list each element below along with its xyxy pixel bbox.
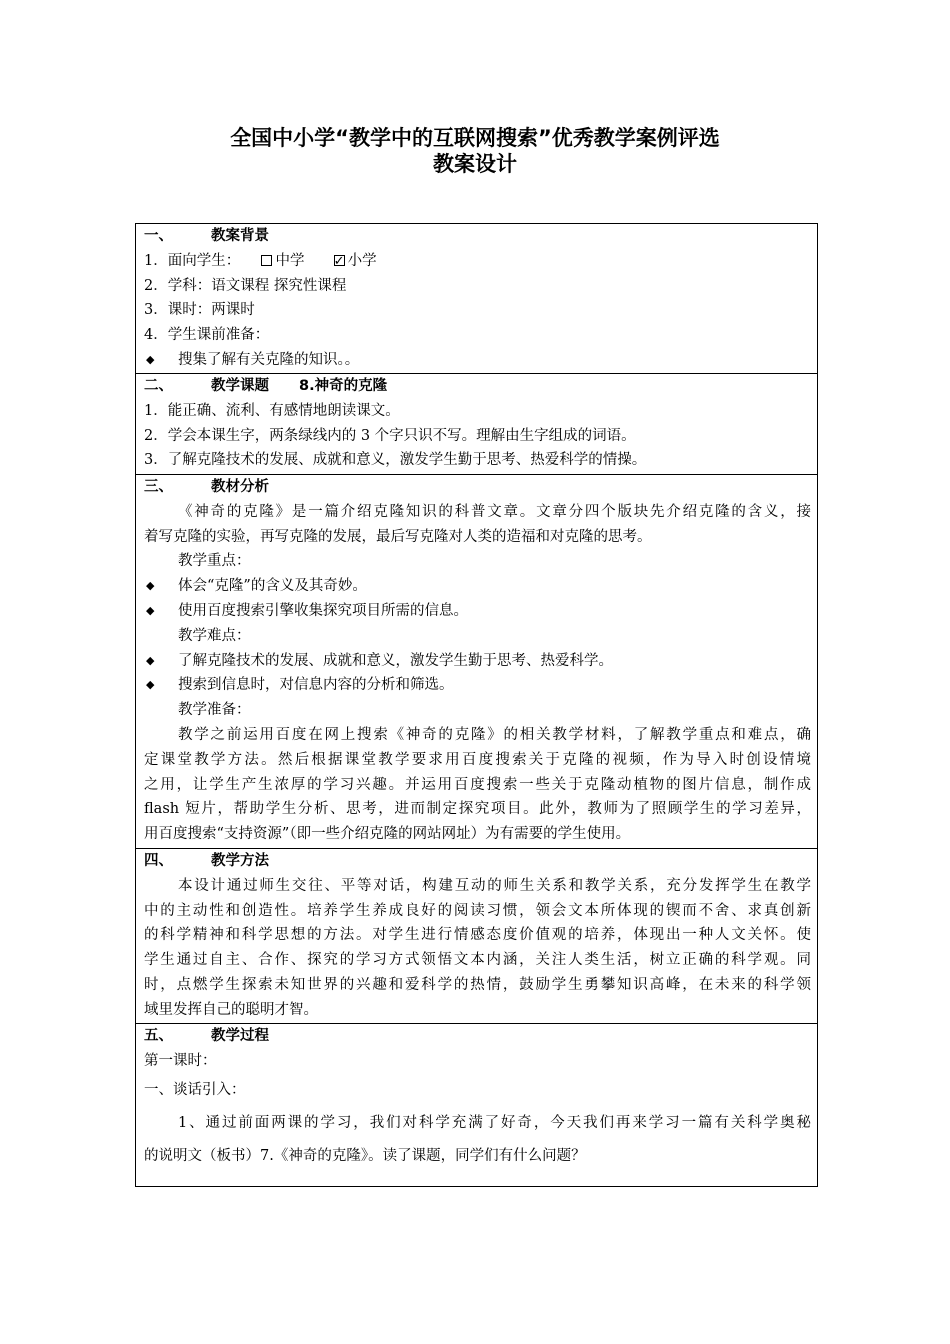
paragraph-line: flash 短片，帮助学生分析、思考，进而制定探究项目。此外，教师为了照顾学生的学习差异，: [144, 801, 811, 818]
difficulties-label: 教学难点：: [178, 627, 251, 644]
objective-2: 2．学会本课生字，两条绿线内的 3 个字只识不写。理解由生字组成的词语。: [144, 427, 636, 444]
diamond-bullet-icon: ◆: [146, 352, 155, 366]
option-primary-school: 小学: [347, 252, 377, 269]
prep-row: 4．学生课前准备：: [144, 327, 270, 344]
preparation-label: 教学准备：: [178, 702, 251, 719]
diamond-bullet-icon: ◆: [146, 678, 155, 692]
section-heading: [136, 224, 817, 249]
section-background: [136, 224, 817, 374]
paragraph-line: 域里发挥自己的聪明才智。: [144, 1001, 318, 1018]
list-item: [136, 574, 817, 599]
section-title: 教学课题: [211, 378, 269, 394]
section-heading: [136, 374, 817, 399]
paragraph-line: 时，点燃学生探索未知世界的兴趣和爱科学的热情，鼓励学生勇攀知识高峰，在未来的科学领: [144, 976, 811, 993]
section-topic: [136, 374, 817, 475]
paragraph-line: 的说明文（板书）7.《神奇的克隆》。读了课题，同学们有什么问题？: [144, 1147, 586, 1164]
list-item-text: 体会“克隆”的含义及其奇妙。: [178, 578, 367, 595]
section-heading: [136, 475, 817, 500]
list-item: [136, 673, 817, 698]
section-title: 教案背景: [211, 228, 269, 244]
list-item: [136, 348, 817, 373]
paragraph-line: 1、通过前面两课的学习，我们对科学充满了好奇，今天我们再来学习一篇有关科学奥秘: [178, 1114, 811, 1131]
section-teaching-method: [136, 849, 817, 1024]
section-heading: [136, 849, 817, 874]
lesson-label: 第一课时：: [144, 1052, 217, 1069]
section-heading: [136, 1024, 817, 1049]
objective-3: 3．了解克隆技术的发展、成就和意义，激发学生勤于思考、热爱科学的情操。: [144, 452, 647, 469]
paragraph-line: 用百度搜索“支持资源”（即一些介绍克隆的网站网址）为有需要的学生使用。: [144, 826, 631, 843]
section-teaching-process: [136, 1024, 817, 1186]
checkbox-icon[interactable]: [261, 255, 272, 266]
paragraph-line: 《神奇的克隆》是一篇介绍克隆知识的科普文章。文章分四个版块先介绍克隆的含义，接: [178, 503, 811, 520]
list-item: [136, 599, 817, 624]
diamond-bullet-icon: ◆: [146, 579, 155, 593]
section-number: 二、: [144, 378, 173, 394]
paragraph-line: 之用，让学生产生浓厚的学习兴趣。并运用百度搜索一些关于克隆动植物的图片信息，制作成: [144, 776, 811, 793]
list-item-text: 了解克隆技术的发展、成就和意义，激发学生勤于思考、热爱科学。: [178, 652, 613, 669]
section-number: 一、: [144, 228, 173, 244]
paragraph-line: 学生通过自主、合作、探究的学习方式领悟文本内涵，关注人类生活，树立正确的科学观。同: [144, 952, 811, 969]
list-item-text: 使用百度搜索引擎收集探究项目所需的信息。: [178, 602, 468, 619]
objective-1: 1．能正确、流利、有感情地朗读课文。: [144, 402, 400, 419]
document-subtitle: 教案设计: [433, 152, 517, 176]
checked-checkbox-icon[interactable]: [334, 255, 345, 266]
paragraph-line: 的科学精神和科学思想的方法。对学生进行情感态度价值观的培养，体现出一种人文关怀。使: [144, 927, 811, 944]
lesson-title: 8.神奇的克隆: [299, 378, 388, 394]
paragraph-line: 定课堂教学方法。然后根据课堂教学要求用百度搜索关于克隆的视频，作为导入时创设情境: [144, 751, 811, 768]
section-title: 教学过程: [211, 1028, 269, 1044]
hours-row: 3．课时：两课时: [144, 302, 255, 319]
key-points-label: 教学重点：: [178, 553, 251, 570]
subject-row: 2．学科：语文课程 探究性课程: [144, 277, 347, 294]
diamond-bullet-icon: ◆: [146, 603, 155, 617]
paragraph-line: 教学之前运用百度在网上搜索《神奇的克隆》的相关教学材料，了解教学重点和难点，确: [178, 726, 811, 743]
option-middle-school: 中学: [275, 252, 305, 269]
section-number: 三、: [144, 479, 173, 495]
paragraph-line: 着写克隆的实验，再写克隆的发展，最后写克隆对人类的造福和对克隆的思考。: [144, 528, 652, 545]
intro-heading: 一、谈话引入：: [144, 1081, 246, 1098]
section-title: 教材分析: [211, 479, 269, 495]
section-material-analysis: [136, 475, 817, 849]
diamond-bullet-icon: ◆: [146, 653, 155, 667]
paragraph-line: 本设计通过师生交往、平等对话，构建互动的师生关系和教学关系，充分发挥学生在教学: [178, 877, 811, 894]
paragraph-line: 中的主动性和创造性。培养学生养成良好的阅读习惯，领会文本所体现的锲而不舍、求真创新: [144, 902, 811, 919]
section-number: 五、: [144, 1028, 173, 1044]
list-item-text: 搜索到信息时，对信息内容的分析和筛选。: [178, 677, 454, 694]
audience-row: [136, 249, 817, 274]
document-title: 全国中小学“教学中的互联网搜索”优秀教学案例评选: [230, 126, 720, 150]
list-item-text: 搜集了解有关克隆的知识。。: [178, 351, 360, 368]
section-title: 教学方法: [211, 853, 269, 869]
lesson-plan-table: [135, 223, 818, 1187]
audience-label: 1．面向学生：: [144, 252, 241, 269]
section-number: 四、: [144, 853, 173, 869]
list-item: [136, 649, 817, 674]
